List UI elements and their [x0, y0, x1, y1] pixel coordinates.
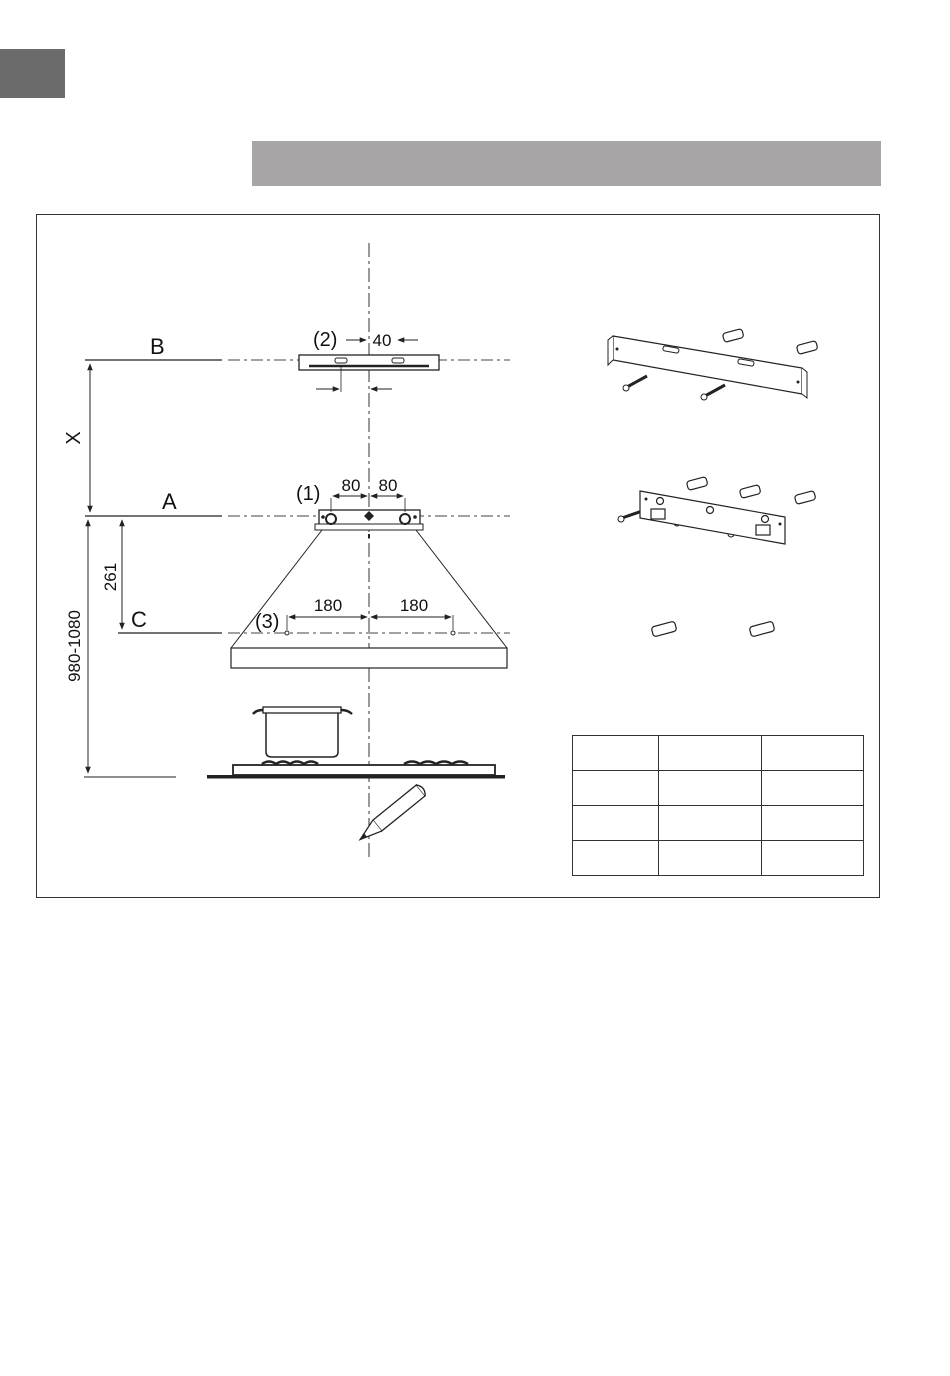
table-cell: [762, 806, 864, 841]
table-row: [573, 736, 864, 771]
table-cell: [659, 841, 762, 876]
parts-bracket-b-icon: [608, 336, 807, 398]
table-cell: [573, 806, 659, 841]
table-cell: [762, 841, 864, 876]
cooktop: [207, 762, 505, 779]
callout-bracket-a: (1): [296, 483, 321, 505]
callout-bracket-b: (2): [313, 329, 338, 351]
table-cell: [762, 736, 864, 771]
level-c-label: C: [131, 607, 147, 632]
pencil-icon: [356, 783, 428, 845]
parts-table: [572, 735, 864, 876]
bracket-a-icon: [315, 510, 423, 538]
dim-bracket-a-left: 80: [341, 476, 361, 495]
table-cell: [762, 771, 864, 806]
parts-bracket-a-icon: [640, 491, 785, 544]
dim-bracket-a-right: 80: [378, 476, 398, 495]
table-cell: [659, 806, 762, 841]
screw-point-left: [285, 631, 289, 635]
table-row: [573, 771, 864, 806]
dim-bracket-b-width: 40: [372, 331, 392, 350]
callout-screw-points: (3): [255, 611, 280, 633]
dim-holes-left: 180: [313, 596, 343, 615]
dim-a-to-c: 261: [101, 562, 120, 592]
table-row: [573, 841, 864, 876]
dim-mount-height: 980-1080: [65, 610, 84, 682]
table-cell: [573, 771, 659, 806]
table-cell: [659, 771, 762, 806]
table-cell: [573, 736, 659, 771]
bracket-b-icon: [299, 355, 439, 370]
pot-icon: [253, 707, 352, 757]
dim-x-label: X: [63, 431, 85, 445]
table-row: [573, 806, 864, 841]
level-a-label: A: [162, 489, 177, 514]
table-cell: [573, 841, 659, 876]
level-b-label: B: [150, 334, 165, 359]
screw-point-right: [451, 631, 455, 635]
dim-holes-right: 180: [399, 596, 429, 615]
table-cell: [659, 736, 762, 771]
